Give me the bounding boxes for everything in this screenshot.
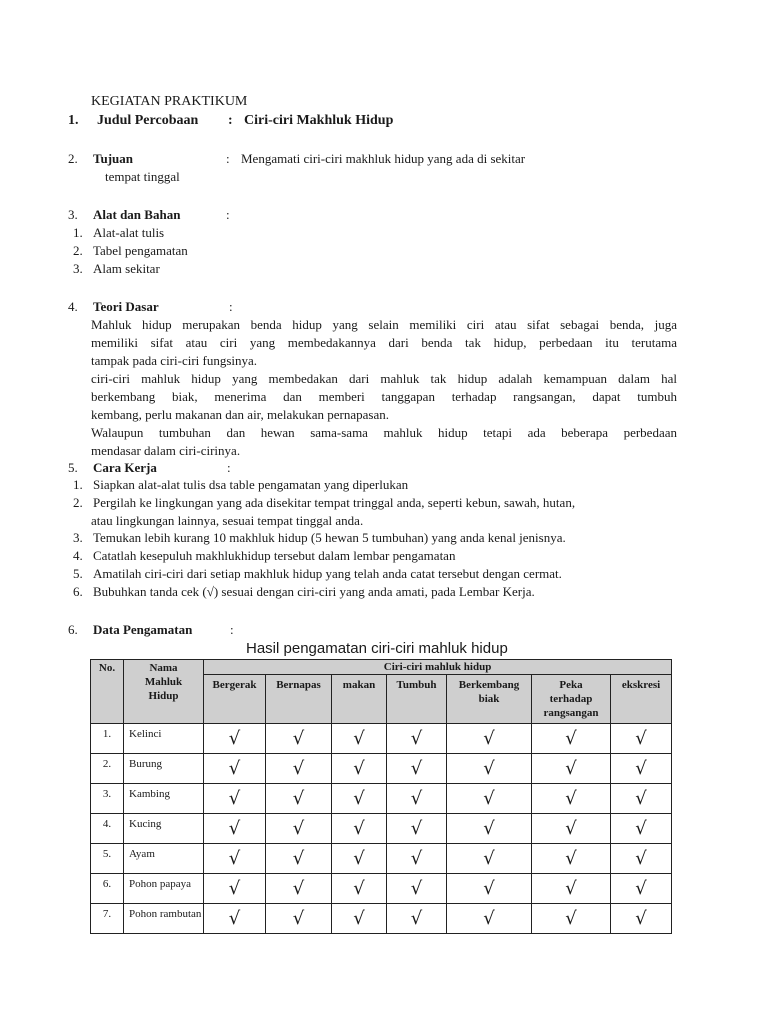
check-mark: √ <box>387 784 447 814</box>
check-mark: √ <box>332 844 387 874</box>
check-mark: √ <box>447 724 532 754</box>
header-name: Nama Mahluk Hidup <box>124 660 204 724</box>
check-mark: √ <box>447 814 532 844</box>
theory-line: Mahluk hidup merupakan benda hidup yang selain memiliki ciri atau sifat sebagai benda, juga <box>91 317 677 332</box>
section-5-colon: : <box>227 460 231 475</box>
check-mark: √ <box>204 844 266 874</box>
check-mark: √ <box>204 904 266 934</box>
header-no: No. <box>91 660 124 724</box>
check-mark: √ <box>332 724 387 754</box>
row-number: 2. <box>91 754 124 784</box>
section-1-label: Judul Percobaan <box>97 113 199 128</box>
check-mark: √ <box>611 904 672 934</box>
section-3-number: 3. <box>68 207 78 222</box>
section-5-label: Cara Kerja <box>93 460 157 475</box>
section-2-label: Tujuan <box>93 151 133 166</box>
section-2-value: Mengamati ciri-ciri makhluk hidup yang ada di sekitar <box>241 151 526 166</box>
check-mark: √ <box>204 814 266 844</box>
check-mark: √ <box>532 724 611 754</box>
check-mark: √ <box>532 844 611 874</box>
theory-line: Walaupun tumbuhan dan hewan sama-sama mahluk hidup tetapi ada beberapa perbedaan <box>91 425 677 440</box>
step-text: atau lingkungan lainnya, sesuai tempat tinggal anda. <box>91 513 364 528</box>
table-row <box>91 844 672 874</box>
header-traits-group: Ciri-ciri mahluk hidup <box>204 660 672 675</box>
table-row <box>91 784 672 814</box>
theory-line: berkembang biak, menerima dan memberi tanggapan terhadap rangsangan, dapat tumbuh <box>91 389 677 404</box>
list-item-text: Tabel pengamatan <box>93 243 188 258</box>
check-mark: √ <box>611 874 672 904</box>
section-1-colon: : <box>228 113 233 128</box>
check-mark: √ <box>532 754 611 784</box>
step-number: 2. <box>73 495 83 510</box>
header-trait: makan <box>332 675 387 724</box>
table-body <box>91 724 672 934</box>
check-mark: √ <box>611 754 672 784</box>
row-number: 5. <box>91 844 124 874</box>
section-3-label: Alat dan Bahan <box>93 207 181 222</box>
check-mark: √ <box>332 784 387 814</box>
theory-line: kembang, perlu makanan dan air, melakukan pernapasan. <box>91 407 389 422</box>
check-mark: √ <box>532 874 611 904</box>
section-1-value: Ciri-ciri Makhluk Hidup <box>244 113 394 128</box>
header-trait: Tumbuh <box>387 675 447 724</box>
organism-name: Kucing <box>124 814 204 844</box>
check-mark: √ <box>447 904 532 934</box>
section-2-value-cont: tempat tinggal <box>105 169 180 184</box>
list-item-text: Alat-alat tulis <box>93 225 165 240</box>
section-2-colon: : <box>226 151 230 166</box>
list-item-number: 2. <box>73 243 83 258</box>
step-text: Pergilah ke lingkungan yang ada disekitar tempat tringgal anda, seperti kebun, sawah, hutan, <box>93 495 576 510</box>
check-mark: √ <box>266 814 332 844</box>
table-row <box>91 724 672 754</box>
check-mark: √ <box>204 874 266 904</box>
section-1-number: 1. <box>68 113 79 128</box>
table-row <box>91 874 672 904</box>
check-mark: √ <box>447 844 532 874</box>
check-mark: √ <box>387 844 447 874</box>
header-trait: Bergerak <box>204 675 266 724</box>
check-mark: √ <box>204 754 266 784</box>
check-mark: √ <box>611 844 672 874</box>
check-mark: √ <box>447 754 532 784</box>
step-number: 3. <box>73 530 83 545</box>
check-mark: √ <box>532 784 611 814</box>
check-mark: √ <box>332 814 387 844</box>
row-number: 4. <box>91 814 124 844</box>
step-number: 5. <box>73 566 83 581</box>
step-text: Siapkan alat-alat tulis dsa table pengamatan yang diperlukan <box>93 477 409 492</box>
table-caption: Hasil pengamatan ciri-ciri mahluk hidup <box>246 640 508 657</box>
section-4-number: 4. <box>68 299 78 314</box>
list-item-number: 1. <box>73 225 83 240</box>
step-text: Temukan lebih kurang 10 makhluk hidup (5 hewan 5 tumbuhan) yang anda kenal jenisnya. <box>93 530 566 545</box>
check-mark: √ <box>447 874 532 904</box>
check-mark: √ <box>387 874 447 904</box>
check-mark: √ <box>266 844 332 874</box>
check-mark: √ <box>611 814 672 844</box>
check-mark: √ <box>204 784 266 814</box>
step-text: Bubuhkan tanda cek (√) sesuai dengan ciri-ciri yang anda amati, pada Lembar Kerja. <box>93 584 535 599</box>
check-mark: √ <box>266 904 332 934</box>
check-mark: √ <box>447 784 532 814</box>
step-text: Catatlah kesepuluh makhlukhidup tersebut dalam lembar pengamatan <box>93 548 456 563</box>
header-trait: Berkembang biak <box>447 675 532 724</box>
document-heading: KEGIATAN PRAKTIKUM <box>91 94 248 109</box>
header-trait: ekskresi <box>611 675 672 724</box>
check-mark: √ <box>204 724 266 754</box>
check-mark: √ <box>332 874 387 904</box>
table-row <box>91 754 672 784</box>
check-mark: √ <box>532 814 611 844</box>
section-5-number: 5. <box>68 460 78 475</box>
check-mark: √ <box>611 724 672 754</box>
header-trait: Bernapas <box>266 675 332 724</box>
check-mark: √ <box>332 904 387 934</box>
table-row <box>91 904 672 934</box>
organism-name: Pohon rambutan <box>124 904 204 934</box>
section-6-number: 6. <box>68 622 78 637</box>
theory-line: tampak pada ciri-ciri fungsinya. <box>91 353 258 368</box>
check-mark: √ <box>387 904 447 934</box>
organism-name: Kelinci <box>124 724 204 754</box>
check-mark: √ <box>332 754 387 784</box>
check-mark: √ <box>387 724 447 754</box>
check-mark: √ <box>266 784 332 814</box>
section-6-colon: : <box>230 622 234 637</box>
theory-line: mendasar dalam ciri-cirinya. <box>91 443 241 458</box>
organism-name: Burung <box>124 754 204 784</box>
list-item-number: 3. <box>73 261 83 276</box>
check-mark: √ <box>387 814 447 844</box>
check-mark: √ <box>266 754 332 784</box>
check-mark: √ <box>611 784 672 814</box>
check-mark: √ <box>387 754 447 784</box>
table-row <box>91 814 672 844</box>
row-number: 1. <box>91 724 124 754</box>
step-number: 4. <box>73 548 83 563</box>
step-number: 1. <box>73 477 83 492</box>
theory-line: memiliki sifat atau ciri yang membedakannya dari benda tak hidup, perbedaan itu terutama <box>91 335 677 350</box>
section-2-number: 2. <box>68 151 78 166</box>
row-number: 3. <box>91 784 124 814</box>
theory-line: ciri-ciri mahluk hidup yang membedakan dari mahluk tak hidup adalah kemampuan dalam hal <box>91 371 677 386</box>
check-mark: √ <box>266 874 332 904</box>
organism-name: Kambing <box>124 784 204 814</box>
row-number: 7. <box>91 904 124 934</box>
step-number: 6. <box>73 584 83 599</box>
header-trait: Peka terhadap rangsangan <box>532 675 611 724</box>
check-mark: √ <box>532 904 611 934</box>
section-4-label: Teori Dasar <box>93 299 159 314</box>
section-6-label: Data Pengamatan <box>93 622 193 637</box>
step-text: Amatilah ciri-ciri dari setiap makhluk hidup yang telah anda catat tersebut dengan cermat. <box>93 566 562 581</box>
observation-table <box>90 659 672 934</box>
organism-name: Ayam <box>124 844 204 874</box>
check-mark: √ <box>266 724 332 754</box>
list-item-text: Alam sekitar <box>93 261 160 276</box>
section-4-colon: : <box>229 299 233 314</box>
section-3-colon: : <box>226 207 230 222</box>
row-number: 6. <box>91 874 124 904</box>
organism-name: Pohon papaya <box>124 874 204 904</box>
